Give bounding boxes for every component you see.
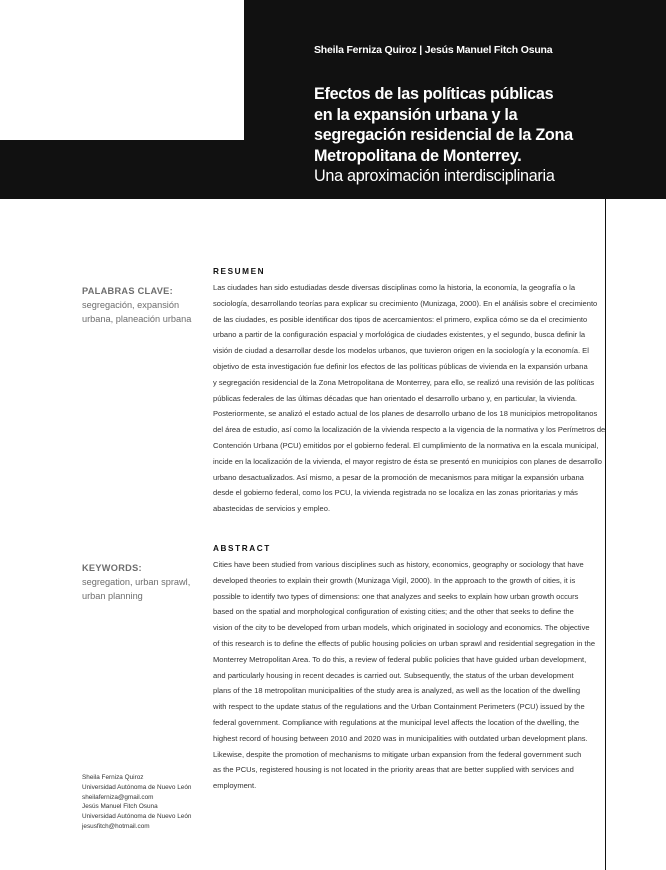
keywords-line: urban planning [82,591,143,601]
abstract-heading: ABSTRACT [213,544,271,553]
abstract-line: as the PCUs, registered housing is not located in the priority areas that are better supplied with services and [213,765,574,775]
title-line: segregación residencial de la Zona [314,126,573,144]
affiliation-line: Sheila Ferniza Quiroz [82,774,144,781]
resumen-line: urbano a partir de la configuración espacial y morfológica de ciudades existentes, y el segundo, busca definir la [213,330,586,340]
affiliation-line: Jesús Manuel Fitch Osuna [82,803,158,811]
abstract-line: of this research is to define the effects of public housing policies on urban sprawl and residential segregation in the [213,638,596,648]
resumen-line: objetivo de esta investigación fue definir los efectos de las políticas públicas de vivienda en la expansión urbana [213,361,588,371]
affiliation-email[interactable]: jesusfitch@hotmail.com [82,822,150,830]
affiliation-email[interactable]: sheilaferniza@gmail.com [82,793,154,801]
resumen-line: visión de ciudad a desarrollar desde los modelos urbanos, que tuvieron origen en la sociología y la economía. El [213,346,589,356]
resumen-line: Las ciudades han sido estudiadas desde diversas disciplinas como la historia, la economía, la geografía o la [213,283,576,292]
abstract-line: Cities have been studied from various disciplines such as history, economics, geography or sociology that have [213,560,584,569]
abstract-line: with respect to the update status of the regulations and the Urban Containment Perimeters (PCU) issued by the [213,702,585,712]
palabras-clave [82,284,202,326]
author-affiliations [82,773,191,832]
keywords-label: KEYWORDS: [82,563,142,573]
abstract-line: plans of the 18 metropolitan municipalities of the study area is analyzed, as well as the location of the dwelling [213,686,581,696]
resumen-line: abastecidas de servicios y empleo. [213,504,331,514]
title-line: Metropolitana de Monterrey. [314,146,522,165]
resumen-line: de las ciudades, es posible identificar dos tipos de acercamientos: el primero, explica cómo se da el crecimiento [213,314,588,324]
resumen-line: Posteriormente, se analizó el estado actual de los planes de desarrollo urbano de los 18 municipios metropolitanos [213,409,598,419]
abstract-line: based on the spatial and morphological configuration of existing cities; and the other that seeks to define the [213,607,574,617]
keywords [82,561,202,603]
abstract-line: possible to identify two types of dimensions: one that analyzes and seeks to explain how urban growth occurs [213,591,579,601]
resumen-line: desde el gobierno federal, como los PCU, la vivienda registrada no se localiza en las zonas prioritarias y más [213,488,578,498]
resumen-body [213,280,606,517]
abstract-line: Likewise, despite the promotion of mechanisms to mitigate urban expansion from the federal government such [213,749,582,759]
abstract-line: and particularly housing in recent decades is carried out. Subsequently, the status of the urban development [213,670,574,680]
resumen-line: Contención Urbana (PCU) emitidos por el gobierno federal. El cumplimiento de la normativa en la escala municipal, [213,440,599,450]
abstract-line: employment. [213,781,257,791]
authors: Sheila Ferniza Quiroz | Jesús Manuel Fitch Osuna [314,44,553,56]
resumen-line: y segregación residencial de la Zona Metropolitana de Monterrey, para ello, se realizó una revisión de las políticas [213,377,595,387]
article-title [314,84,614,187]
title-line: Efectos de las políticas públicas [314,85,554,103]
affiliation-line: Universidad Autónoma de Nuevo León [82,783,192,791]
abstract-line: vision of the city to be developed from urban models, which originated in sociology and economics. The objective [213,623,590,633]
palabras-clave-line: segregación, expansión [82,300,180,310]
abstract-line: Monterrey Metropolitan Area. To do this, a review of federal public policies that have guided urban development, [213,654,587,664]
title-line: en la expansión urbana y la [314,105,518,124]
resumen-line: públicas federales de las últimas décadas que han orientado el desarrollo urbano y, en particular, la vivienda. [213,393,578,403]
page-number: 183 [158,275,236,331]
keywords-line: segregation, urban sprawl, [82,577,191,587]
vertical-rule [605,199,606,870]
resumen-line: sociología, desarrollando teorías para explicar su crecimiento (Munizaga, 2000). En el análisis sobre el crecimiento [213,298,598,308]
palabras-clave-label: PALABRAS CLAVE: [82,286,173,296]
resumen-line: incide en la localización de la vivienda, el mayor registro de ésta se presentó en municipios con planes de desarrollo [213,456,602,466]
palabras-clave-line: urbana, planeación urbana [82,314,192,324]
resumen-heading: RESUMEN [213,267,266,276]
resumen-line: urbano desactualizados. Así mismo, a pesar de la promoción de mecanismos para mitigar la expansión urbana [213,472,584,482]
affiliation-line: Universidad Autónoma de Nuevo León [82,813,192,821]
abstract-body [213,557,596,794]
abstract-line: federal government. Compliance with regulations at the municipal level affects the location of the dwelling, the [213,717,580,727]
abstract-line: developed theories to explain their growth (Munizaga Vigil, 2000). In the approach to the growth of cities, it is [213,575,576,585]
abstract-line: highest record of housing between 2010 and 2020 was in municipalities with outdated urban development plans. [213,733,588,743]
subtitle: Una aproximación interdisciplinaria [314,167,555,185]
resumen-line: del área de estudio, así como la localización de la vivienda respecto a la vigencia de la normativa y los Perímetros de [213,425,606,435]
